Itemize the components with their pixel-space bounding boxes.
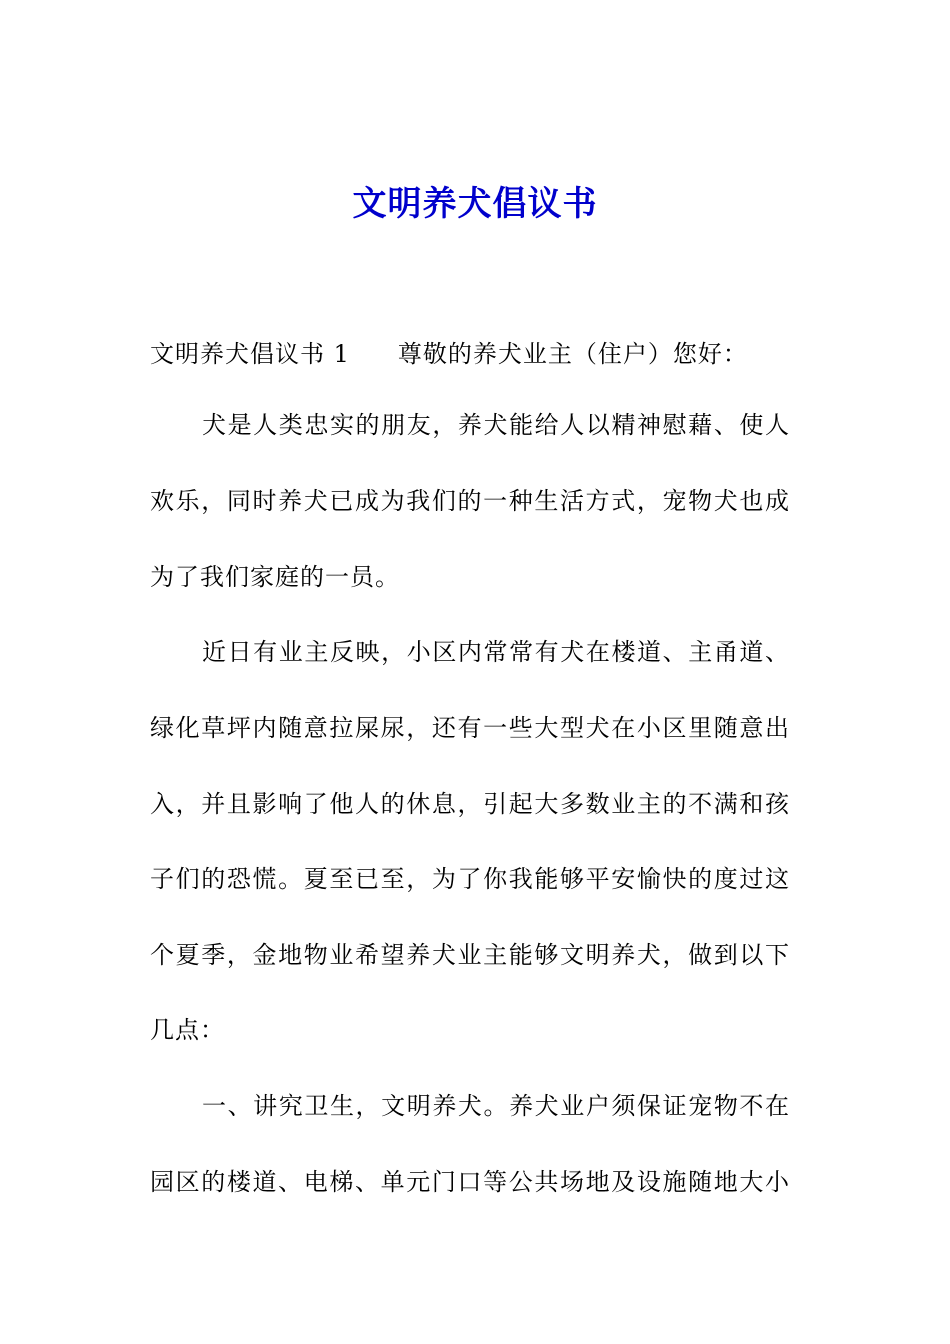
body-line-3: 为了我们家庭的一员。	[150, 563, 400, 591]
heading-line	[150, 334, 790, 374]
body-line-8: 个夏季，金地物业希望养犬业主能够文明养犬，做到以下	[150, 941, 790, 969]
body-line-9: 几点：	[150, 1016, 225, 1044]
body-line-1: 犬是人类忠实的朋友，养犬能给人以精神慰藉、使人	[202, 411, 790, 439]
body-line-6: 入，并且影响了他人的休息，引起大多数业主的不满和孩	[150, 790, 790, 818]
body-line-11: 园区的楼道、电梯、单元门口等公共场地及设施随地大小	[150, 1168, 790, 1196]
body-line-4: 近日有业主反映，小区内常常有犬在楼道、主甬道、	[202, 638, 790, 666]
body-line-2: 欢乐，同时养犬已成为我们的一种生活方式，宠物犬也成	[150, 487, 790, 515]
body-line-5: 绿化草坪内随意拉屎尿，还有一些大型犬在小区里随意出	[150, 714, 790, 742]
body-line-10: 一、讲究卫生，文明养犬。养犬业户须保证宠物不在	[202, 1092, 790, 1120]
heading-label: 文明养犬倡议书 1	[150, 340, 350, 368]
salutation: 尊敬的养犬业主（住户）您好：	[397, 340, 748, 368]
body-line-7: 子们的恐慌。夏至已至，为了你我能够平安愉快的度过这	[150, 865, 790, 893]
document-title: 文明养犬倡议书	[352, 184, 598, 224]
